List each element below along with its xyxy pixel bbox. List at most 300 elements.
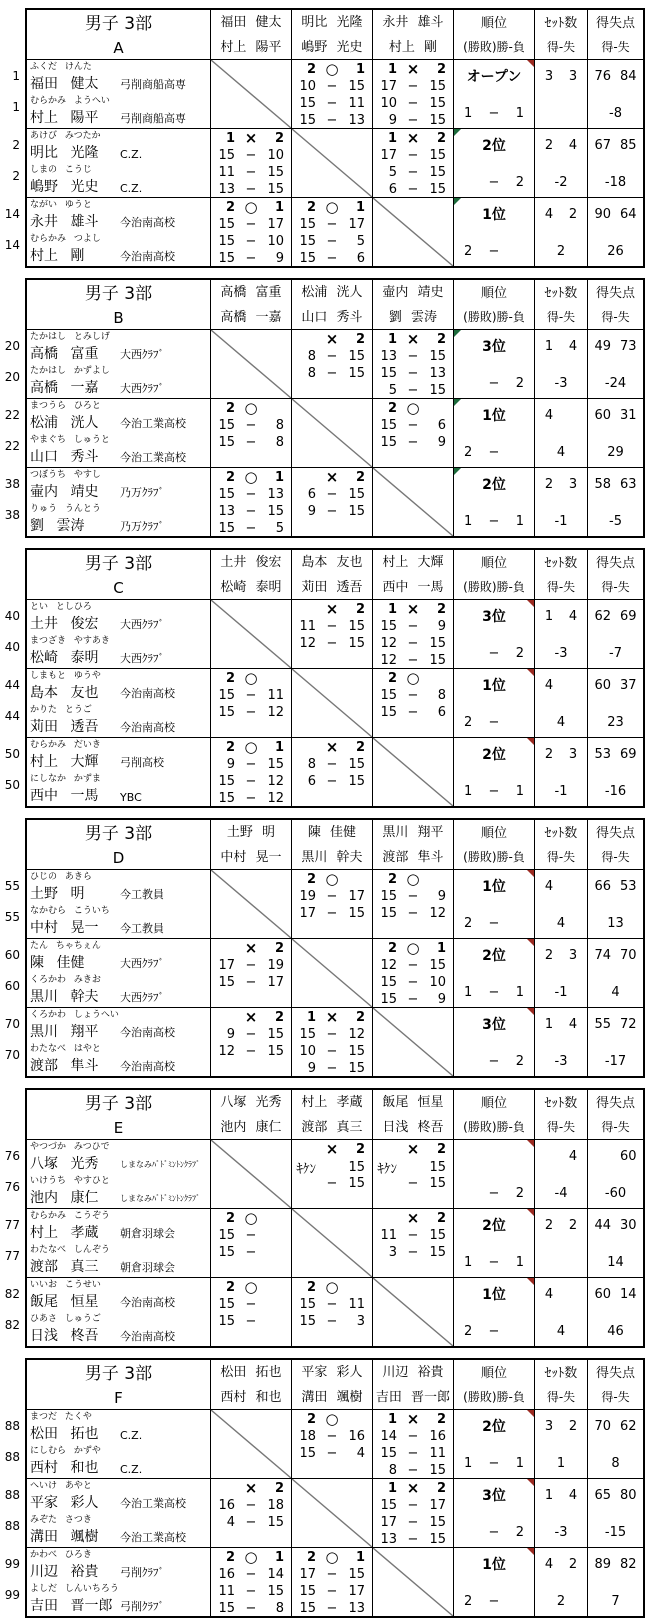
rank-label: 1位 <box>482 879 506 895</box>
game-score: 15 − 12 <box>218 774 284 789</box>
set-score: 2 ○ <box>373 871 446 888</box>
game-score: 17 − 15 <box>380 148 446 163</box>
game-score: 15 − 6 <box>299 251 365 266</box>
group-block-C <box>0 540 671 810</box>
game-score: 19 − 17 <box>299 889 365 904</box>
player-club: 今工教員 <box>120 888 164 901</box>
match-cell <box>292 738 373 806</box>
winloss-record: − 2 <box>488 376 524 391</box>
set-score: 2 ○ 1 <box>225 1548 284 1566</box>
match-cell <box>292 600 373 669</box>
player-kana: りゅう うんとう <box>30 504 101 514</box>
winloss-record: 2 − <box>464 1324 500 1339</box>
player-name: 松浦 洸人 <box>30 415 99 431</box>
player-kana: みぞた さつき <box>30 1515 92 1525</box>
points-header: 得失点 得-失 <box>588 1090 643 1140</box>
division-title: 男子 3部 <box>84 824 153 844</box>
opponent-header <box>292 280 373 330</box>
self-cell <box>373 468 454 536</box>
game-score: 15 − 4 <box>299 1446 365 1461</box>
game-score: 15 − 10 <box>218 148 284 163</box>
game-score: 15 − 6 <box>380 705 446 720</box>
group-table-E <box>25 1088 645 1348</box>
pair-cell <box>27 330 211 399</box>
match-cell <box>211 1548 292 1616</box>
game-score: 9 − 15 <box>226 757 284 772</box>
points-diff: 8 <box>611 1456 620 1471</box>
game-score: 17 − 15 <box>299 906 365 921</box>
match-cell <box>373 600 454 669</box>
player-club: 今治工業高校 <box>120 451 186 464</box>
player-kana: にしむら かずや <box>30 1446 101 1456</box>
rank-cell <box>454 129 535 198</box>
opponent-name: 嶋野 光史 <box>301 40 363 55</box>
entry-number: 50 <box>4 778 20 792</box>
group-letter: A <box>113 39 124 57</box>
rank-header: 順位 (勝敗)勝-負 <box>454 1090 535 1140</box>
rank-cell <box>454 1008 535 1076</box>
opponent-name: 村上 剛 <box>388 40 438 55</box>
player-kana: くろかわ みきお <box>30 975 101 985</box>
group-title-cell <box>27 550 211 600</box>
sets-diff: -3 <box>554 1054 568 1069</box>
points-diff: 29 <box>607 445 624 460</box>
winloss-record: 2 − <box>464 1594 500 1609</box>
player <box>30 1244 210 1278</box>
win-symbol: ○ <box>325 1410 339 1428</box>
match-cell <box>292 60 373 129</box>
diagonal-line <box>211 600 291 668</box>
opponent-name: 川辺 裕貴 <box>382 1365 444 1380</box>
player-club: 大西ｸﾗﾌﾞ <box>120 991 164 1004</box>
loss-symbol: × <box>325 1008 339 1026</box>
points-cell <box>588 330 643 399</box>
entry-number: 82 <box>4 1318 20 1332</box>
rank-cell <box>454 1209 535 1278</box>
sets-diff: -1 <box>554 784 568 799</box>
opponent-header <box>292 1090 373 1140</box>
player-club: 大西ｸﾗﾌﾞ <box>120 652 164 665</box>
player-club: C.Z. <box>120 1429 143 1442</box>
pair-cell <box>27 1008 211 1076</box>
rank-cell <box>454 399 535 468</box>
player-kana: いけうち やすひと <box>30 1176 110 1186</box>
set-score: 2 ○ <box>373 400 446 417</box>
player-name: 西村 和也 <box>30 1460 99 1476</box>
player-name: 渡部 隼斗 <box>30 1058 99 1074</box>
rank-cell <box>454 1548 535 1616</box>
points-cell <box>588 600 643 669</box>
game-score: 3 − 15 <box>388 1245 446 1260</box>
game-score: 18 − 16 <box>299 1429 365 1444</box>
group-table-A <box>25 8 645 268</box>
game-score: − 15 <box>326 1176 365 1191</box>
points-header: 得失点 得-失 <box>588 820 643 870</box>
rank-label: 2位 <box>482 1419 506 1435</box>
set-score: 1 × 2 <box>387 1479 446 1497</box>
sets-values: 2 4 <box>544 138 578 153</box>
player-name: 山口 秀斗 <box>30 449 99 465</box>
opponent-name: 永井 雄斗 <box>382 15 444 30</box>
entry-number: 55 <box>4 910 20 924</box>
player-name: 苅田 透吾 <box>30 719 99 735</box>
opponent-name: 渡部 隼斗 <box>382 850 444 865</box>
win-symbol: ○ <box>244 1278 258 1296</box>
game-score: 15 − 11 <box>380 1446 446 1461</box>
points-values: 89 82 <box>594 1557 637 1572</box>
points-cell <box>588 1008 643 1076</box>
player-name: 渡部 真三 <box>30 1259 99 1275</box>
winloss-record: 1 − 1 <box>464 985 524 1000</box>
player <box>30 1175 210 1209</box>
player <box>30 434 210 468</box>
match-cell <box>211 1209 292 1278</box>
sets-diff: -4 <box>554 1186 568 1201</box>
game-score: 15 − 9 <box>218 251 284 266</box>
opponent-header <box>211 550 292 600</box>
group-title-cell <box>27 820 211 870</box>
points-diff: 13 <box>607 916 624 931</box>
set-score: 1 × 2 <box>387 600 446 618</box>
match-cell <box>292 1278 373 1346</box>
sets-values: 2 3 <box>544 477 578 492</box>
self-cell <box>373 1278 454 1346</box>
entry-number: 2 <box>12 138 20 152</box>
sets-diff: 1 <box>556 1456 566 1471</box>
set-score: × 2 <box>292 739 365 756</box>
opponent-name: 村上 大輝 <box>382 555 444 570</box>
sets-cell <box>535 1278 588 1346</box>
match-cell <box>292 1548 373 1616</box>
points-values: 58 63 <box>594 477 637 492</box>
comment-marker <box>527 1209 534 1216</box>
rank-cell <box>454 198 535 266</box>
player-name: 島本 友也 <box>30 685 99 701</box>
match-cell <box>211 738 292 806</box>
opponent-name: 土野 明 <box>226 825 276 840</box>
set-score: 2 ○ <box>292 1411 365 1428</box>
rank-cell <box>454 468 535 536</box>
comment-marker <box>527 1548 534 1555</box>
points-cell <box>588 1278 643 1346</box>
points-diff: -8 <box>609 106 622 121</box>
sets-diff: -3 <box>554 376 568 391</box>
diagonal-line <box>373 1008 453 1076</box>
player <box>30 905 210 939</box>
sets-cell <box>535 1410 588 1479</box>
player-kana: わたなべ しんぞう <box>30 1245 110 1255</box>
comment-marker <box>527 1479 534 1486</box>
opponent-name: 溝田 颯樹 <box>301 1390 363 1405</box>
match-cell <box>211 129 292 198</box>
player-name: 池内 康仁 <box>30 1190 99 1206</box>
points-diff: 14 <box>607 1255 624 1270</box>
player-kana: ひじの あきら <box>30 872 92 882</box>
game-score: 16 − 18 <box>218 1498 284 1513</box>
player <box>30 1210 210 1244</box>
game-score: 15 − 5 <box>218 521 284 536</box>
points-cell <box>588 738 643 806</box>
sets-diff: -1 <box>554 985 568 1000</box>
game-score: 15 − 9 <box>380 435 446 450</box>
rank-label: 1位 <box>482 1287 506 1303</box>
player <box>30 1411 210 1445</box>
player-kana: あけび みつたか <box>30 131 101 141</box>
sets-diff: -2 <box>554 175 568 190</box>
entry-number: 1 <box>12 69 20 83</box>
rank-label: 2位 <box>482 477 506 493</box>
player-kana: たん ちゃちぇん <box>30 941 101 951</box>
points-header: 得失点 得-失 <box>588 550 643 600</box>
comment-marker <box>454 198 461 205</box>
pair-cell <box>27 1548 211 1616</box>
points-diff: -60 <box>604 1186 627 1201</box>
player-name: 高橋 一嘉 <box>30 380 99 396</box>
rank-label: 2位 <box>482 948 506 964</box>
sets-header: ｾｯﾄ数 得-失 <box>535 280 588 330</box>
points-header: 得失点 得-失 <box>588 10 643 60</box>
entry-number: 88 <box>4 1419 20 1433</box>
opponent-header <box>373 10 454 60</box>
player-name: 村上 大輝 <box>30 754 99 770</box>
set-score: 1 × 2 <box>306 1008 365 1026</box>
player <box>30 940 210 974</box>
opponent-name: 明比 光隆 <box>301 15 363 30</box>
sets-diff: 4 <box>556 445 566 460</box>
sets-header: ｾｯﾄ数 得-失 <box>535 1360 588 1410</box>
entry-number: 50 <box>4 747 20 761</box>
comment-marker <box>454 129 461 136</box>
rank-cell <box>454 669 535 738</box>
player-name: 土井 俊宏 <box>30 616 99 632</box>
opponent-name: 池内 康仁 <box>220 1120 282 1135</box>
sets-values: 2 2 <box>544 1218 578 1233</box>
opponent-name: 西中 一馬 <box>382 580 444 595</box>
player-kana: よしだ しんいちろう <box>30 1584 119 1594</box>
player-club: 朝倉羽球会 <box>120 1261 175 1274</box>
player-name: 日浅 柊吾 <box>30 1328 99 1344</box>
match-cell <box>373 669 454 738</box>
sets-diff: 4 <box>556 916 566 931</box>
player-name: 川辺 裕貴 <box>30 1564 99 1580</box>
opponent-header <box>211 1360 292 1410</box>
player <box>30 974 210 1008</box>
points-values: 66 53 <box>594 879 637 894</box>
diagonal-line <box>373 1278 453 1346</box>
game-score: 13 − 15 <box>380 349 446 364</box>
points-values: 90 64 <box>594 207 637 222</box>
game-score: 17 − 15 <box>380 79 446 94</box>
player-club: 弓削ｸﾗﾌﾞ <box>120 1566 164 1579</box>
pair-cell <box>27 1209 211 1278</box>
group-table-D <box>25 818 645 1078</box>
player <box>30 1043 210 1076</box>
player-club: しまなみﾊﾞﾄﾞﾐﾝﾄﾝｸﾗﾌﾞ <box>120 1160 200 1169</box>
self-cell <box>373 1008 454 1076</box>
player-name: 陳 佳健 <box>30 955 85 971</box>
game-score: 13 − 15 <box>218 182 284 197</box>
diagonal-line <box>292 1479 372 1547</box>
sets-diff: -3 <box>554 1525 568 1540</box>
player-club: 今治南高校 <box>120 721 175 734</box>
points-diff: 4 <box>611 985 620 1000</box>
entry-number: 88 <box>4 1450 20 1464</box>
game-score: 15 − 5 <box>299 234 365 249</box>
game-score: 11 − 15 <box>218 165 284 180</box>
points-cell <box>588 1140 643 1209</box>
loss-symbol: × <box>244 1008 258 1026</box>
game-score: 15 − <box>218 1228 257 1243</box>
player-kana: へいけ あやと <box>30 1481 92 1491</box>
set-score: × 2 <box>292 601 365 618</box>
winloss-record: 1 − 1 <box>464 514 524 529</box>
opponent-name: 松浦 洸人 <box>301 285 363 300</box>
game-score: 6 − 15 <box>307 487 365 502</box>
entry-number: 60 <box>4 948 20 962</box>
points-cell <box>588 1209 643 1278</box>
points-values: 55 72 <box>594 1017 637 1032</box>
sets-values: 4 <box>544 678 554 693</box>
winloss-record: 2 − <box>464 715 500 730</box>
group-title-cell <box>27 280 211 330</box>
player-name: 福田 健太 <box>30 76 99 92</box>
player-kana: にしなか かずま <box>30 774 101 784</box>
rank-cell <box>454 600 535 669</box>
player-club: C.Z. <box>120 148 143 161</box>
opponent-name: 村上 孝蔵 <box>301 1095 363 1110</box>
winloss-record: − 2 <box>488 1186 524 1201</box>
player-name: 八塚 光秀 <box>30 1156 99 1172</box>
set-score: 2 ○ 1 <box>306 198 365 216</box>
win-symbol: ○ <box>325 1278 339 1296</box>
game-score: 15 − 11 <box>218 688 284 703</box>
match-cell <box>373 870 454 939</box>
player-kana: とい としひろ <box>30 602 92 612</box>
match-cell <box>211 669 292 738</box>
opponent-name: 飯尾 恒星 <box>382 1095 444 1110</box>
player-club: 弓削商船高専 <box>120 112 186 125</box>
points-values: 44 30 <box>594 1218 637 1233</box>
sets-values: 1 4 <box>544 1017 578 1032</box>
player-club: 今治工業高校 <box>120 1531 186 1544</box>
player-club: C.Z. <box>120 182 143 195</box>
set-score: 2 ○ <box>211 400 284 417</box>
sets-values: 3 3 <box>544 69 578 84</box>
opponent-name: 福田 健太 <box>220 15 282 30</box>
entry-number: 55 <box>4 879 20 893</box>
player <box>30 1279 210 1313</box>
comment-marker <box>527 738 534 745</box>
player-kana: ながい ゆうと <box>30 200 92 210</box>
entry-number: 82 <box>4 1287 20 1301</box>
winloss-record: 2 − <box>464 916 500 931</box>
diagonal-line <box>292 129 372 197</box>
match-cell <box>373 1209 454 1278</box>
diagonal-line <box>211 1410 291 1478</box>
pair-cell <box>27 1479 211 1548</box>
sets-header: ｾｯﾄ数 得-失 <box>535 1090 588 1140</box>
comment-marker <box>527 1410 534 1417</box>
group-title-cell <box>27 1360 211 1410</box>
match-cell <box>373 1140 454 1209</box>
diagonal-line <box>211 870 291 938</box>
player <box>30 1549 210 1583</box>
sets-cell <box>535 1479 588 1548</box>
entry-number: 70 <box>4 1017 20 1031</box>
comment-marker <box>527 1008 534 1015</box>
comment-marker <box>454 330 461 337</box>
player-club: 今治南高校 <box>120 1026 175 1039</box>
group-letter: B <box>113 309 124 327</box>
opponent-header <box>373 1360 454 1410</box>
win-symbol: ○ <box>325 870 339 888</box>
self-cell <box>373 738 454 806</box>
game-score: 15 − 8 <box>218 1601 284 1616</box>
player <box>30 1445 210 1479</box>
match-cell <box>211 939 292 1008</box>
points-cell <box>588 60 643 129</box>
rank-label: 1位 <box>482 408 506 424</box>
opponent-header <box>373 280 454 330</box>
win-symbol: ○ <box>244 468 258 486</box>
game-score: 17 − 15 <box>299 1567 365 1582</box>
self-cell <box>373 1548 454 1616</box>
player <box>30 704 210 738</box>
points-values: 62 69 <box>594 609 637 624</box>
set-score: × 2 <box>211 1480 284 1497</box>
sets-header: ｾｯﾄ数 得-失 <box>535 550 588 600</box>
match-cell <box>211 198 292 266</box>
game-score: 12 − 15 <box>380 958 446 973</box>
player <box>30 130 210 164</box>
win-symbol: ○ <box>325 198 339 216</box>
winloss-record: − 2 <box>488 646 524 661</box>
group-letter: E <box>113 1119 124 1137</box>
player-kana: つぼうち やすし <box>30 470 101 480</box>
player <box>30 503 210 536</box>
opponent-name: 黒川 幹夫 <box>301 850 363 865</box>
group-title-cell <box>27 1090 211 1140</box>
player <box>30 365 210 399</box>
opponent-header <box>211 10 292 60</box>
game-score: 15 − 11 <box>299 1297 365 1312</box>
pair-cell <box>27 1140 211 1209</box>
sets-diff <box>537 106 585 121</box>
sets-values: 4 2 <box>544 1557 578 1572</box>
opponent-name: 高橋 富重 <box>220 285 282 300</box>
opponent-header <box>211 1090 292 1140</box>
points-cell <box>588 870 643 939</box>
player-kana: ひあさ しゅうご <box>30 1314 101 1324</box>
rank-cell <box>454 1479 535 1548</box>
entry-number: 38 <box>4 477 20 491</box>
sets-cell <box>535 399 588 468</box>
points-cell <box>588 1548 643 1616</box>
row-number-gutter <box>0 1358 25 1617</box>
loss-symbol: × <box>325 738 339 756</box>
player-kana: むらかみ つよし <box>30 234 101 244</box>
game-score: ｷｹﾝ 15 <box>296 1160 365 1177</box>
set-score: 2 ○ <box>292 871 365 888</box>
rank-label: 2位 <box>482 138 506 154</box>
match-cell <box>292 1410 373 1479</box>
sets-diff: -3 <box>554 646 568 661</box>
game-score: 15 − 12 <box>380 906 446 921</box>
winloss-record: − 2 <box>488 1525 524 1540</box>
entry-number: 22 <box>4 439 20 453</box>
comment-marker <box>454 399 461 406</box>
game-score: 14 − 16 <box>380 1429 446 1444</box>
